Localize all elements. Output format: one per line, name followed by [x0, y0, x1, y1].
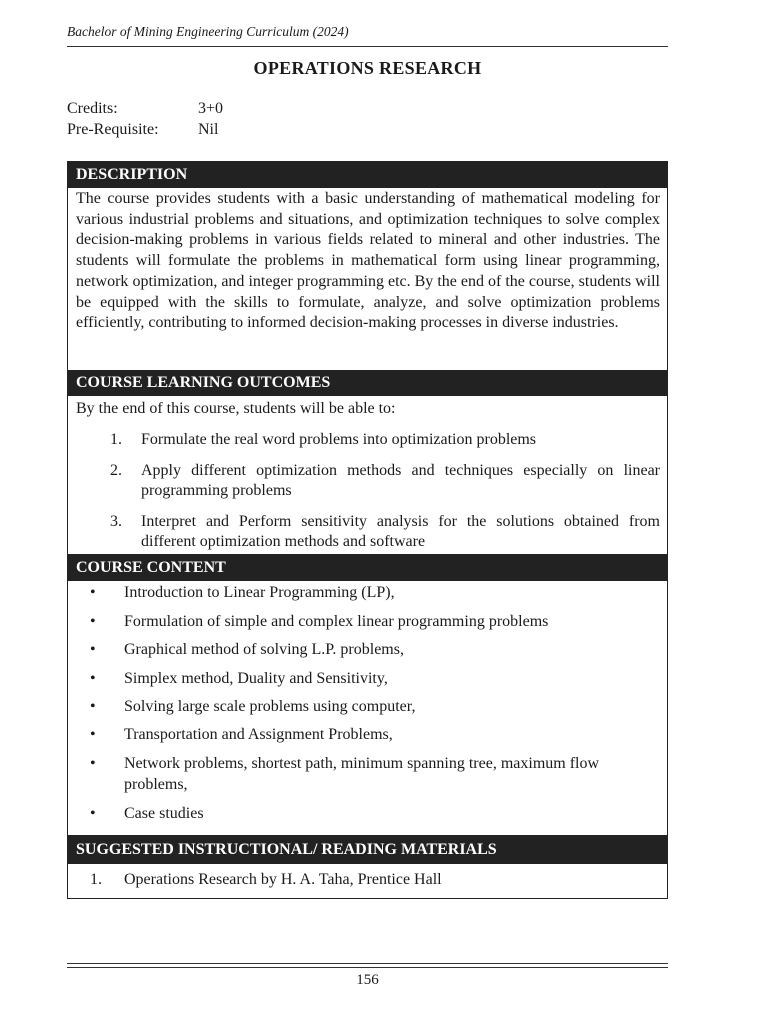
outcomes-intro: By the end of this course, students will be able to: [76, 400, 396, 417]
outcome-text: Formulate the real word problems into optimization problems [141, 431, 537, 448]
content-item [90, 640, 660, 661]
content-item-text: Case studies [124, 805, 204, 822]
outcome-item [98, 512, 660, 552]
content-item-text: Formulation of simple and complex linear programming problems [124, 613, 549, 630]
bullet-icon: • [90, 613, 96, 630]
running-header: Bachelor of Mining Engineering Curriculum (2024) [67, 24, 349, 39]
bullet-icon: • [90, 670, 96, 687]
bullet-icon: • [90, 641, 96, 658]
content-item-text: Transportation and Assignment Problems, [124, 726, 393, 743]
credits-label: Credits: [67, 100, 118, 117]
content-item-text: Network problems, shortest path, minimum spanning tree, maximum flow problems, [124, 755, 600, 793]
content-item [90, 669, 660, 690]
description-text: The course provides students with a basic understanding of mathematical modeling for various industrial problems and situations, and optimization techniques to solve complex decision-making problems in various fields related to mineral and other industries. The students will formulate the problems in mathematical form using linear programming, network optimization, and integer programming etc. By the end of the course, students will be equipped with the skills to formulate, analyze, and solve optimization problems efficiently, contributing to informed decision-making processes in diverse industries. [76, 190, 660, 332]
bullet-icon: • [90, 805, 96, 822]
content-item-text: Introduction to Linear Programming (LP), [124, 584, 395, 601]
reading-heading: SUGGESTED INSTRUCTIONAL/ READING MATERIALS [68, 835, 667, 864]
content-item-text: Solving large scale problems using computer, [124, 698, 416, 715]
content-item-text: Graphical method of solving L.P. problems, [124, 641, 404, 658]
reading-number: 1. [90, 871, 102, 888]
reading-item [90, 870, 660, 890]
outcome-number: 2. [110, 462, 122, 479]
outcomes-heading: COURSE LEARNING OUTCOMES [68, 370, 667, 396]
content-heading: COURSE CONTENT [68, 554, 667, 581]
content-item-text: Simplex method, Duality and Sensitivity, [124, 670, 388, 687]
prerequisite-value: Nil [198, 121, 219, 138]
content-item [90, 583, 660, 604]
course-details-box [67, 161, 668, 899]
credits-value: 3+0 [198, 100, 224, 117]
outcome-text: Apply different optimization methods and techniques especially on linear programming problems [141, 462, 660, 499]
content-item [90, 725, 660, 746]
credits-row [67, 100, 223, 118]
prerequisite-label: Pre-Requisite: [67, 121, 159, 138]
bullet-icon: • [90, 584, 96, 601]
prerequisite-row [67, 121, 218, 139]
course-title: OPERATIONS RESEARCH [253, 58, 482, 78]
header-rule [67, 46, 668, 47]
outcome-number: 1. [110, 431, 122, 448]
content-item [90, 612, 660, 633]
bullet-icon: • [90, 755, 96, 772]
description-heading: DESCRIPTION [68, 162, 667, 188]
bullet-icon: • [90, 698, 96, 715]
content-item [90, 754, 660, 795]
outcome-item [98, 430, 660, 450]
bullet-icon: • [90, 726, 96, 743]
reading-text: Operations Research by H. A. Taha, Prentice Hall [124, 871, 442, 888]
outcome-item [98, 461, 660, 501]
page-number: 156 [356, 972, 379, 988]
footer-rule [67, 963, 668, 964]
outcome-number: 3. [110, 513, 122, 530]
outcome-text: Interpret and Perform sensitivity analysis for the solutions obtained from different optimization methods and software [141, 513, 660, 550]
content-item [90, 697, 660, 718]
footer-rule [67, 967, 668, 968]
content-item [90, 804, 660, 825]
